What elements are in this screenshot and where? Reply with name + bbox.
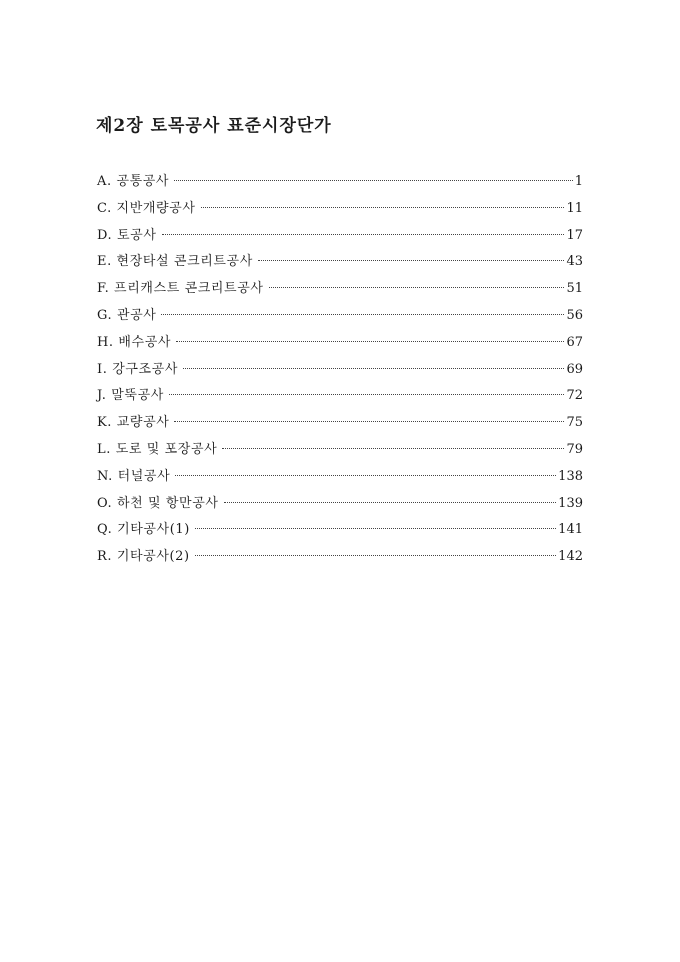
toc-entry-label: K. 교량공사 xyxy=(97,415,170,431)
toc-leader-dots xyxy=(174,180,573,181)
toc-leader-dots xyxy=(176,341,564,342)
toc-entry xyxy=(97,467,583,494)
toc-entry xyxy=(97,494,583,521)
toc-entry-label: O. 하천 및 항만공사 xyxy=(97,495,219,511)
toc-entry-label: E. 현장타설 콘크리트공사 xyxy=(97,254,253,270)
toc-entry-label: G. 관공사 xyxy=(97,307,157,323)
toc-entry-page: 11 xyxy=(566,200,583,216)
toc-entry-page: 1 xyxy=(574,174,583,189)
toc-entry xyxy=(97,199,583,226)
toc-entry-label: L. 도로 및 포장공사 xyxy=(97,441,218,457)
toc-leader-dots xyxy=(169,394,565,395)
toc-entry-label: C. 지반개량공사 xyxy=(97,200,196,216)
toc-entry-page: 142 xyxy=(558,549,583,565)
toc-entry xyxy=(97,440,583,467)
toc-entry-label: N. 터널공사 xyxy=(97,468,171,484)
toc-leader-dots xyxy=(175,475,556,476)
toc-entry-label: J. 말뚝공사 xyxy=(97,388,164,404)
toc-leader-dots xyxy=(224,502,557,503)
toc-entry xyxy=(97,520,583,547)
toc-leader-dots xyxy=(161,314,564,315)
toc-entry-page: 79 xyxy=(566,441,583,457)
toc-entry xyxy=(97,279,583,306)
toc-entry-label: I. 강구조공사 xyxy=(97,361,178,377)
toc-entry-page: 17 xyxy=(566,227,583,243)
table-of-contents xyxy=(97,172,583,574)
toc-entry xyxy=(97,547,583,574)
toc-leader-dots xyxy=(258,260,565,261)
toc-entry-page: 43 xyxy=(566,254,583,270)
toc-entry xyxy=(97,226,583,253)
toc-entry-page: 141 xyxy=(558,522,583,538)
toc-leader-dots xyxy=(174,421,564,422)
toc-entry xyxy=(97,386,583,413)
toc-leader-dots xyxy=(269,287,565,288)
toc-entry-label: R. 기타공사(2) xyxy=(97,549,190,565)
toc-entry xyxy=(97,306,583,333)
toc-entry xyxy=(97,413,583,440)
toc-entry xyxy=(97,360,583,387)
toc-entry-label: Q. 기타공사(1) xyxy=(97,522,190,538)
toc-entry-page: 69 xyxy=(566,361,583,377)
toc-entry-page: 138 xyxy=(558,468,583,484)
toc-entry-label: F. 프리캐스트 콘크리트공사 xyxy=(97,281,264,297)
toc-entry xyxy=(97,252,583,279)
toc-leader-dots xyxy=(183,368,564,369)
toc-entry xyxy=(97,172,583,199)
toc-entry-page: 67 xyxy=(566,334,583,350)
toc-entry-page: 51 xyxy=(566,281,583,297)
toc-entry-label: A. 공통공사 xyxy=(97,174,170,189)
toc-entry-page: 139 xyxy=(558,495,583,511)
toc-entry xyxy=(97,333,583,360)
toc-entry-label: D. 토공사 xyxy=(97,227,157,243)
toc-leader-dots xyxy=(195,528,556,529)
chapter-title: 제2장 토목공사 표준시장단가 xyxy=(96,116,332,136)
toc-leader-dots xyxy=(162,234,565,235)
toc-entry-page: 56 xyxy=(566,307,583,323)
toc-leader-dots xyxy=(222,448,564,449)
toc-entry-page: 75 xyxy=(566,415,583,431)
toc-entry-label: H. 배수공사 xyxy=(97,334,172,350)
toc-entry-page: 72 xyxy=(566,388,583,404)
toc-leader-dots xyxy=(201,207,565,208)
toc-leader-dots xyxy=(195,555,556,556)
